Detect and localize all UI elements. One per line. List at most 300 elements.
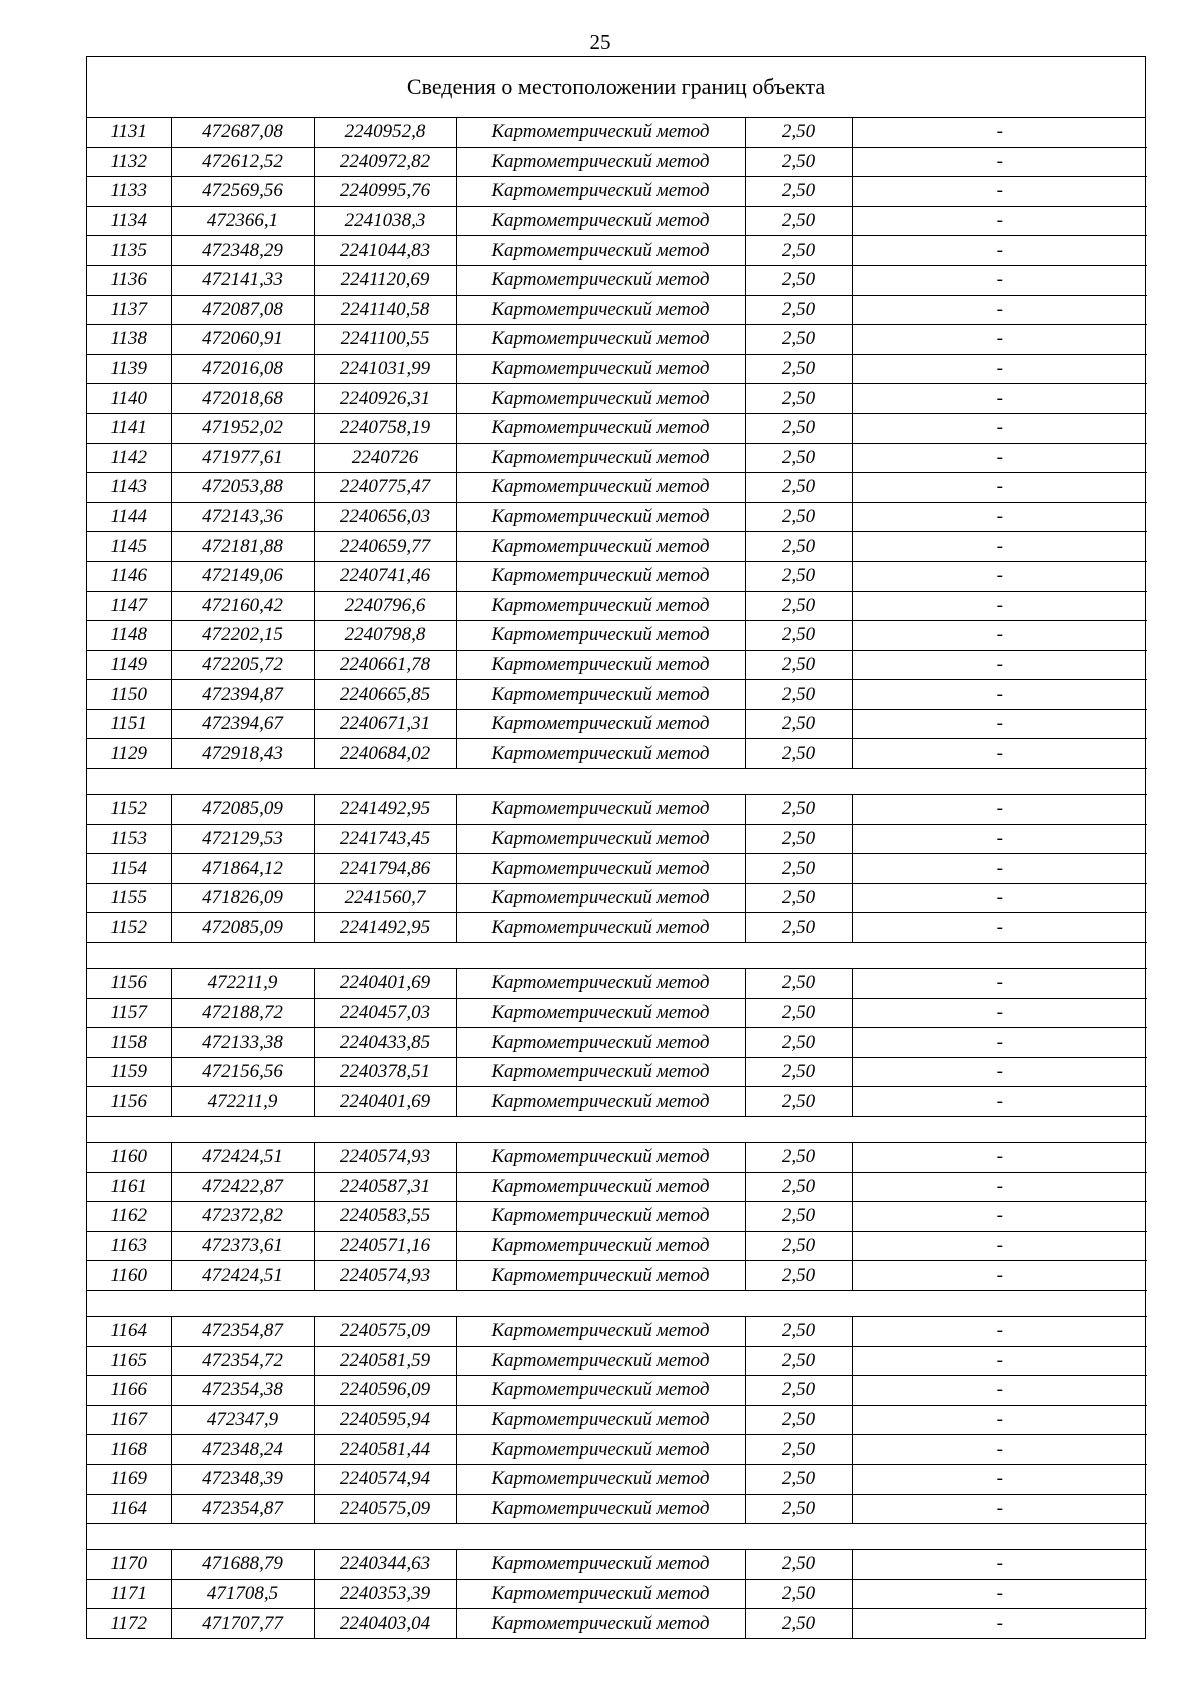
x-coordinate-cell: 472085,09 xyxy=(171,913,314,943)
note-cell: - xyxy=(852,532,1147,562)
note-cell: - xyxy=(852,1405,1147,1435)
point-number-cell: 1158 xyxy=(87,1028,171,1058)
y-coordinate-cell: 2241044,83 xyxy=(314,236,456,266)
accuracy-cell: 2,50 xyxy=(745,1346,852,1376)
accuracy-cell: 2,50 xyxy=(745,1405,852,1435)
point-number-cell: 1143 xyxy=(87,473,171,503)
y-coordinate-cell: 2240596,09 xyxy=(314,1376,456,1406)
y-coordinate-cell: 2240401,69 xyxy=(314,1087,456,1117)
note-cell: - xyxy=(852,913,1147,943)
y-coordinate-cell: 2240926,31 xyxy=(314,384,456,414)
note-cell: - xyxy=(852,1028,1147,1058)
x-coordinate-cell: 472181,88 xyxy=(171,532,314,562)
x-coordinate-cell: 472373,61 xyxy=(171,1231,314,1261)
y-coordinate-cell: 2240575,09 xyxy=(314,1494,456,1524)
x-coordinate-cell: 471864,12 xyxy=(171,854,314,884)
table-row xyxy=(87,739,1147,769)
accuracy-cell: 2,50 xyxy=(745,883,852,913)
point-number-cell: 1135 xyxy=(87,236,171,266)
method-cell: Картометрический метод xyxy=(456,739,745,769)
y-coordinate-cell: 2240775,47 xyxy=(314,473,456,503)
point-number-cell: 1132 xyxy=(87,147,171,177)
point-number-cell: 1170 xyxy=(87,1550,171,1580)
note-cell: - xyxy=(852,443,1147,473)
method-cell: Картометрический метод xyxy=(456,561,745,591)
note-cell: - xyxy=(852,1579,1147,1609)
accuracy-cell: 2,50 xyxy=(745,1087,852,1117)
table-row xyxy=(87,1261,1147,1291)
note-cell: - xyxy=(852,1609,1147,1638)
separator-cell xyxy=(87,1524,1147,1550)
table-row xyxy=(87,236,1147,266)
table-row xyxy=(87,969,1147,999)
y-coordinate-cell: 2240583,55 xyxy=(314,1202,456,1232)
accuracy-cell: 2,50 xyxy=(745,854,852,884)
point-number-cell: 1159 xyxy=(87,1057,171,1087)
note-cell: - xyxy=(852,795,1147,825)
method-cell: Картометрический метод xyxy=(456,502,745,532)
note-cell: - xyxy=(852,1494,1147,1524)
coordinates-table-body xyxy=(87,118,1147,1638)
point-number-cell: 1155 xyxy=(87,883,171,913)
y-coordinate-cell: 2240656,03 xyxy=(314,502,456,532)
method-cell: Картометрический метод xyxy=(456,265,745,295)
point-number-cell: 1134 xyxy=(87,206,171,236)
table-row xyxy=(87,1143,1147,1173)
y-coordinate-cell: 2240972,82 xyxy=(314,147,456,177)
x-coordinate-cell: 472141,33 xyxy=(171,265,314,295)
method-cell: Картометрический метод xyxy=(456,1346,745,1376)
x-coordinate-cell: 472354,87 xyxy=(171,1316,314,1346)
x-coordinate-cell: 472354,87 xyxy=(171,1494,314,1524)
note-cell: - xyxy=(852,502,1147,532)
method-cell: Картометрический метод xyxy=(456,295,745,325)
point-number-cell: 1156 xyxy=(87,1087,171,1117)
accuracy-cell: 2,50 xyxy=(745,1057,852,1087)
table-row xyxy=(87,118,1147,147)
x-coordinate-cell: 472129,53 xyxy=(171,824,314,854)
y-coordinate-cell: 2241140,58 xyxy=(314,295,456,325)
note-cell: - xyxy=(852,384,1147,414)
note-cell: - xyxy=(852,265,1147,295)
separator-cell xyxy=(87,769,1147,795)
table-row xyxy=(87,795,1147,825)
contour-separator-row xyxy=(87,943,1147,969)
method-cell: Картометрический метод xyxy=(456,1143,745,1173)
table-row xyxy=(87,1550,1147,1580)
x-coordinate-cell: 471708,5 xyxy=(171,1579,314,1609)
note-cell: - xyxy=(852,1087,1147,1117)
accuracy-cell: 2,50 xyxy=(745,1202,852,1232)
note-cell: - xyxy=(852,561,1147,591)
point-number-cell: 1151 xyxy=(87,709,171,739)
y-coordinate-cell: 2240684,02 xyxy=(314,739,456,769)
accuracy-cell: 2,50 xyxy=(745,621,852,651)
x-coordinate-cell: 472085,09 xyxy=(171,795,314,825)
y-coordinate-cell: 2240574,94 xyxy=(314,1464,456,1494)
y-coordinate-cell: 2240581,59 xyxy=(314,1346,456,1376)
method-cell: Картометрический метод xyxy=(456,680,745,710)
x-coordinate-cell: 472348,24 xyxy=(171,1435,314,1465)
accuracy-cell: 2,50 xyxy=(745,1231,852,1261)
method-cell: Картометрический метод xyxy=(456,883,745,913)
point-number-cell: 1144 xyxy=(87,502,171,532)
table-row xyxy=(87,1057,1147,1087)
method-cell: Картометрический метод xyxy=(456,1550,745,1580)
accuracy-cell: 2,50 xyxy=(745,709,852,739)
note-cell: - xyxy=(852,680,1147,710)
note-cell: - xyxy=(852,325,1147,355)
x-coordinate-cell: 472918,43 xyxy=(171,739,314,769)
note-cell: - xyxy=(852,969,1147,999)
note-cell: - xyxy=(852,824,1147,854)
x-coordinate-cell: 472687,08 xyxy=(171,118,314,147)
table-row xyxy=(87,1579,1147,1609)
accuracy-cell: 2,50 xyxy=(745,739,852,769)
table-row xyxy=(87,561,1147,591)
x-coordinate-cell: 472143,36 xyxy=(171,502,314,532)
accuracy-cell: 2,50 xyxy=(745,680,852,710)
method-cell: Картометрический метод xyxy=(456,1057,745,1087)
accuracy-cell: 2,50 xyxy=(745,473,852,503)
table-row xyxy=(87,1231,1147,1261)
note-cell: - xyxy=(852,413,1147,443)
note-cell: - xyxy=(852,1346,1147,1376)
point-number-cell: 1162 xyxy=(87,1202,171,1232)
table-row xyxy=(87,621,1147,651)
point-number-cell: 1161 xyxy=(87,1172,171,1202)
table-row xyxy=(87,1464,1147,1494)
table-title: Сведения о местоположении границ объекта xyxy=(87,57,1145,118)
point-number-cell: 1131 xyxy=(87,118,171,147)
point-number-cell: 1147 xyxy=(87,591,171,621)
coordinates-table xyxy=(87,118,1147,1638)
method-cell: Картометрический метод xyxy=(456,1261,745,1291)
table-row xyxy=(87,354,1147,384)
method-cell: Картометрический метод xyxy=(456,709,745,739)
accuracy-cell: 2,50 xyxy=(745,913,852,943)
y-coordinate-cell: 2241100,55 xyxy=(314,325,456,355)
table-row xyxy=(87,473,1147,503)
table-row xyxy=(87,443,1147,473)
point-number-cell: 1160 xyxy=(87,1143,171,1173)
accuracy-cell: 2,50 xyxy=(745,795,852,825)
contour-separator-row xyxy=(87,1524,1147,1550)
x-coordinate-cell: 472394,67 xyxy=(171,709,314,739)
accuracy-cell: 2,50 xyxy=(745,236,852,266)
accuracy-cell: 2,50 xyxy=(745,1435,852,1465)
table-row xyxy=(87,147,1147,177)
contour-separator-row xyxy=(87,1117,1147,1143)
y-coordinate-cell: 2240574,93 xyxy=(314,1143,456,1173)
accuracy-cell: 2,50 xyxy=(745,354,852,384)
note-cell: - xyxy=(852,739,1147,769)
method-cell: Картометрический метод xyxy=(456,206,745,236)
note-cell: - xyxy=(852,1057,1147,1087)
x-coordinate-cell: 472060,91 xyxy=(171,325,314,355)
x-coordinate-cell: 471707,77 xyxy=(171,1609,314,1638)
point-number-cell: 1166 xyxy=(87,1376,171,1406)
y-coordinate-cell: 2240796,6 xyxy=(314,591,456,621)
y-coordinate-cell: 2240661,78 xyxy=(314,650,456,680)
note-cell: - xyxy=(852,1231,1147,1261)
y-coordinate-cell: 2240403,04 xyxy=(314,1609,456,1638)
method-cell: Картометрический метод xyxy=(456,1579,745,1609)
method-cell: Картометрический метод xyxy=(456,1202,745,1232)
table-row xyxy=(87,177,1147,207)
note-cell: - xyxy=(852,1261,1147,1291)
y-coordinate-cell: 2240758,19 xyxy=(314,413,456,443)
method-cell: Картометрический метод xyxy=(456,854,745,884)
point-number-cell: 1142 xyxy=(87,443,171,473)
accuracy-cell: 2,50 xyxy=(745,1579,852,1609)
y-coordinate-cell: 2241492,95 xyxy=(314,913,456,943)
table-row xyxy=(87,883,1147,913)
table-row xyxy=(87,295,1147,325)
table-row xyxy=(87,913,1147,943)
x-coordinate-cell: 472211,9 xyxy=(171,1087,314,1117)
method-cell: Картометрический метод xyxy=(456,1087,745,1117)
table-row xyxy=(87,532,1147,562)
accuracy-cell: 2,50 xyxy=(745,969,852,999)
point-number-cell: 1153 xyxy=(87,824,171,854)
x-coordinate-cell: 472205,72 xyxy=(171,650,314,680)
accuracy-cell: 2,50 xyxy=(745,118,852,147)
note-cell: - xyxy=(852,1464,1147,1494)
method-cell: Картометрический метод xyxy=(456,650,745,680)
y-coordinate-cell: 2240595,94 xyxy=(314,1405,456,1435)
note-cell: - xyxy=(852,1376,1147,1406)
point-number-cell: 1152 xyxy=(87,795,171,825)
y-coordinate-cell: 2240726 xyxy=(314,443,456,473)
accuracy-cell: 2,50 xyxy=(745,325,852,355)
point-number-cell: 1139 xyxy=(87,354,171,384)
method-cell: Картометрический метод xyxy=(456,413,745,443)
accuracy-cell: 2,50 xyxy=(745,206,852,236)
accuracy-cell: 2,50 xyxy=(745,384,852,414)
x-coordinate-cell: 472053,88 xyxy=(171,473,314,503)
note-cell: - xyxy=(852,998,1147,1028)
point-number-cell: 1167 xyxy=(87,1405,171,1435)
table-row xyxy=(87,1494,1147,1524)
accuracy-cell: 2,50 xyxy=(745,1028,852,1058)
table-row xyxy=(87,854,1147,884)
x-coordinate-cell: 472348,39 xyxy=(171,1464,314,1494)
y-coordinate-cell: 2240995,76 xyxy=(314,177,456,207)
note-cell: - xyxy=(852,883,1147,913)
accuracy-cell: 2,50 xyxy=(745,1494,852,1524)
method-cell: Картометрический метод xyxy=(456,969,745,999)
table-row xyxy=(87,325,1147,355)
x-coordinate-cell: 472354,72 xyxy=(171,1346,314,1376)
table-row xyxy=(87,1172,1147,1202)
point-number-cell: 1152 xyxy=(87,913,171,943)
y-coordinate-cell: 2240952,8 xyxy=(314,118,456,147)
method-cell: Картометрический метод xyxy=(456,1028,745,1058)
accuracy-cell: 2,50 xyxy=(745,413,852,443)
separator-cell xyxy=(87,1290,1147,1316)
table-row xyxy=(87,1087,1147,1117)
y-coordinate-cell: 2240581,44 xyxy=(314,1435,456,1465)
method-cell: Картометрический метод xyxy=(456,147,745,177)
note-cell: - xyxy=(852,650,1147,680)
note-cell: - xyxy=(852,473,1147,503)
method-cell: Картометрический метод xyxy=(456,1231,745,1261)
note-cell: - xyxy=(852,1435,1147,1465)
y-coordinate-cell: 2241492,95 xyxy=(314,795,456,825)
point-number-cell: 1150 xyxy=(87,680,171,710)
x-coordinate-cell: 472211,9 xyxy=(171,969,314,999)
separator-cell xyxy=(87,1117,1147,1143)
note-cell: - xyxy=(852,1202,1147,1232)
x-coordinate-cell: 472347,9 xyxy=(171,1405,314,1435)
method-cell: Картометрический метод xyxy=(456,473,745,503)
contour-separator-row xyxy=(87,1290,1147,1316)
x-coordinate-cell: 472160,42 xyxy=(171,591,314,621)
note-cell: - xyxy=(852,295,1147,325)
note-cell: - xyxy=(852,118,1147,147)
method-cell: Картометрический метод xyxy=(456,118,745,147)
table-row xyxy=(87,384,1147,414)
table-row xyxy=(87,1316,1147,1346)
table-row xyxy=(87,413,1147,443)
method-cell: Картометрический метод xyxy=(456,795,745,825)
point-number-cell: 1129 xyxy=(87,739,171,769)
point-number-cell: 1133 xyxy=(87,177,171,207)
point-number-cell: 1141 xyxy=(87,413,171,443)
note-cell: - xyxy=(852,177,1147,207)
point-number-cell: 1160 xyxy=(87,1261,171,1291)
point-number-cell: 1164 xyxy=(87,1494,171,1524)
table-row xyxy=(87,998,1147,1028)
method-cell: Картометрический метод xyxy=(456,384,745,414)
note-cell: - xyxy=(852,1316,1147,1346)
method-cell: Картометрический метод xyxy=(456,325,745,355)
table-row xyxy=(87,1405,1147,1435)
method-cell: Картометрический метод xyxy=(456,1316,745,1346)
table-row xyxy=(87,206,1147,236)
accuracy-cell: 2,50 xyxy=(745,1464,852,1494)
method-cell: Картометрический метод xyxy=(456,998,745,1028)
y-coordinate-cell: 2240574,93 xyxy=(314,1261,456,1291)
x-coordinate-cell: 472366,1 xyxy=(171,206,314,236)
note-cell: - xyxy=(852,621,1147,651)
y-coordinate-cell: 2240353,39 xyxy=(314,1579,456,1609)
page-number: 25 xyxy=(589,30,611,54)
note-cell: - xyxy=(852,206,1147,236)
x-coordinate-cell: 472394,87 xyxy=(171,680,314,710)
method-cell: Картометрический метод xyxy=(456,1494,745,1524)
point-number-cell: 1137 xyxy=(87,295,171,325)
point-number-cell: 1146 xyxy=(87,561,171,591)
method-cell: Картометрический метод xyxy=(456,591,745,621)
y-coordinate-cell: 2240575,09 xyxy=(314,1316,456,1346)
table-row xyxy=(87,1376,1147,1406)
accuracy-cell: 2,50 xyxy=(745,1172,852,1202)
accuracy-cell: 2,50 xyxy=(745,443,852,473)
table-row xyxy=(87,591,1147,621)
point-number-cell: 1154 xyxy=(87,854,171,884)
coordinates-table-frame xyxy=(86,56,1146,1639)
table-row xyxy=(87,1609,1147,1638)
y-coordinate-cell: 2241031,99 xyxy=(314,354,456,384)
accuracy-cell: 2,50 xyxy=(745,1609,852,1638)
table-row xyxy=(87,1202,1147,1232)
x-coordinate-cell: 472133,38 xyxy=(171,1028,314,1058)
point-number-cell: 1169 xyxy=(87,1464,171,1494)
x-coordinate-cell: 472424,51 xyxy=(171,1143,314,1173)
note-cell: - xyxy=(852,1550,1147,1580)
separator-cell xyxy=(87,943,1147,969)
x-coordinate-cell: 472348,29 xyxy=(171,236,314,266)
accuracy-cell: 2,50 xyxy=(745,591,852,621)
point-number-cell: 1148 xyxy=(87,621,171,651)
y-coordinate-cell: 2240433,85 xyxy=(314,1028,456,1058)
contour-separator-row xyxy=(87,769,1147,795)
table-row xyxy=(87,680,1147,710)
x-coordinate-cell: 471977,61 xyxy=(171,443,314,473)
y-coordinate-cell: 2240378,51 xyxy=(314,1057,456,1087)
point-number-cell: 1138 xyxy=(87,325,171,355)
y-coordinate-cell: 2240401,69 xyxy=(314,969,456,999)
point-number-cell: 1157 xyxy=(87,998,171,1028)
x-coordinate-cell: 472354,38 xyxy=(171,1376,314,1406)
x-coordinate-cell: 472087,08 xyxy=(171,295,314,325)
table-row xyxy=(87,502,1147,532)
x-coordinate-cell: 472569,56 xyxy=(171,177,314,207)
y-coordinate-cell: 2240671,31 xyxy=(314,709,456,739)
note-cell: - xyxy=(852,1172,1147,1202)
note-cell: - xyxy=(852,354,1147,384)
method-cell: Картометрический метод xyxy=(456,1172,745,1202)
table-row xyxy=(87,1346,1147,1376)
method-cell: Картометрический метод xyxy=(456,177,745,207)
accuracy-cell: 2,50 xyxy=(745,147,852,177)
accuracy-cell: 2,50 xyxy=(745,1550,852,1580)
y-coordinate-cell: 2241743,45 xyxy=(314,824,456,854)
accuracy-cell: 2,50 xyxy=(745,824,852,854)
y-coordinate-cell: 2241560,7 xyxy=(314,883,456,913)
y-coordinate-cell: 2240457,03 xyxy=(314,998,456,1028)
note-cell: - xyxy=(852,854,1147,884)
x-coordinate-cell: 471952,02 xyxy=(171,413,314,443)
x-coordinate-cell: 472372,82 xyxy=(171,1202,314,1232)
point-number-cell: 1172 xyxy=(87,1609,171,1638)
note-cell: - xyxy=(852,591,1147,621)
method-cell: Картометрический метод xyxy=(456,1435,745,1465)
accuracy-cell: 2,50 xyxy=(745,265,852,295)
accuracy-cell: 2,50 xyxy=(745,650,852,680)
y-coordinate-cell: 2241120,69 xyxy=(314,265,456,295)
x-coordinate-cell: 471826,09 xyxy=(171,883,314,913)
table-row xyxy=(87,265,1147,295)
accuracy-cell: 2,50 xyxy=(745,1376,852,1406)
note-cell: - xyxy=(852,147,1147,177)
method-cell: Картометрический метод xyxy=(456,1376,745,1406)
x-coordinate-cell: 472422,87 xyxy=(171,1172,314,1202)
x-coordinate-cell: 472202,15 xyxy=(171,621,314,651)
point-number-cell: 1171 xyxy=(87,1579,171,1609)
point-number-cell: 1165 xyxy=(87,1346,171,1376)
point-number-cell: 1149 xyxy=(87,650,171,680)
point-number-cell: 1164 xyxy=(87,1316,171,1346)
point-number-cell: 1156 xyxy=(87,969,171,999)
accuracy-cell: 2,50 xyxy=(745,502,852,532)
x-coordinate-cell: 472424,51 xyxy=(171,1261,314,1291)
method-cell: Картометрический метод xyxy=(456,913,745,943)
table-row xyxy=(87,650,1147,680)
y-coordinate-cell: 2241038,3 xyxy=(314,206,456,236)
